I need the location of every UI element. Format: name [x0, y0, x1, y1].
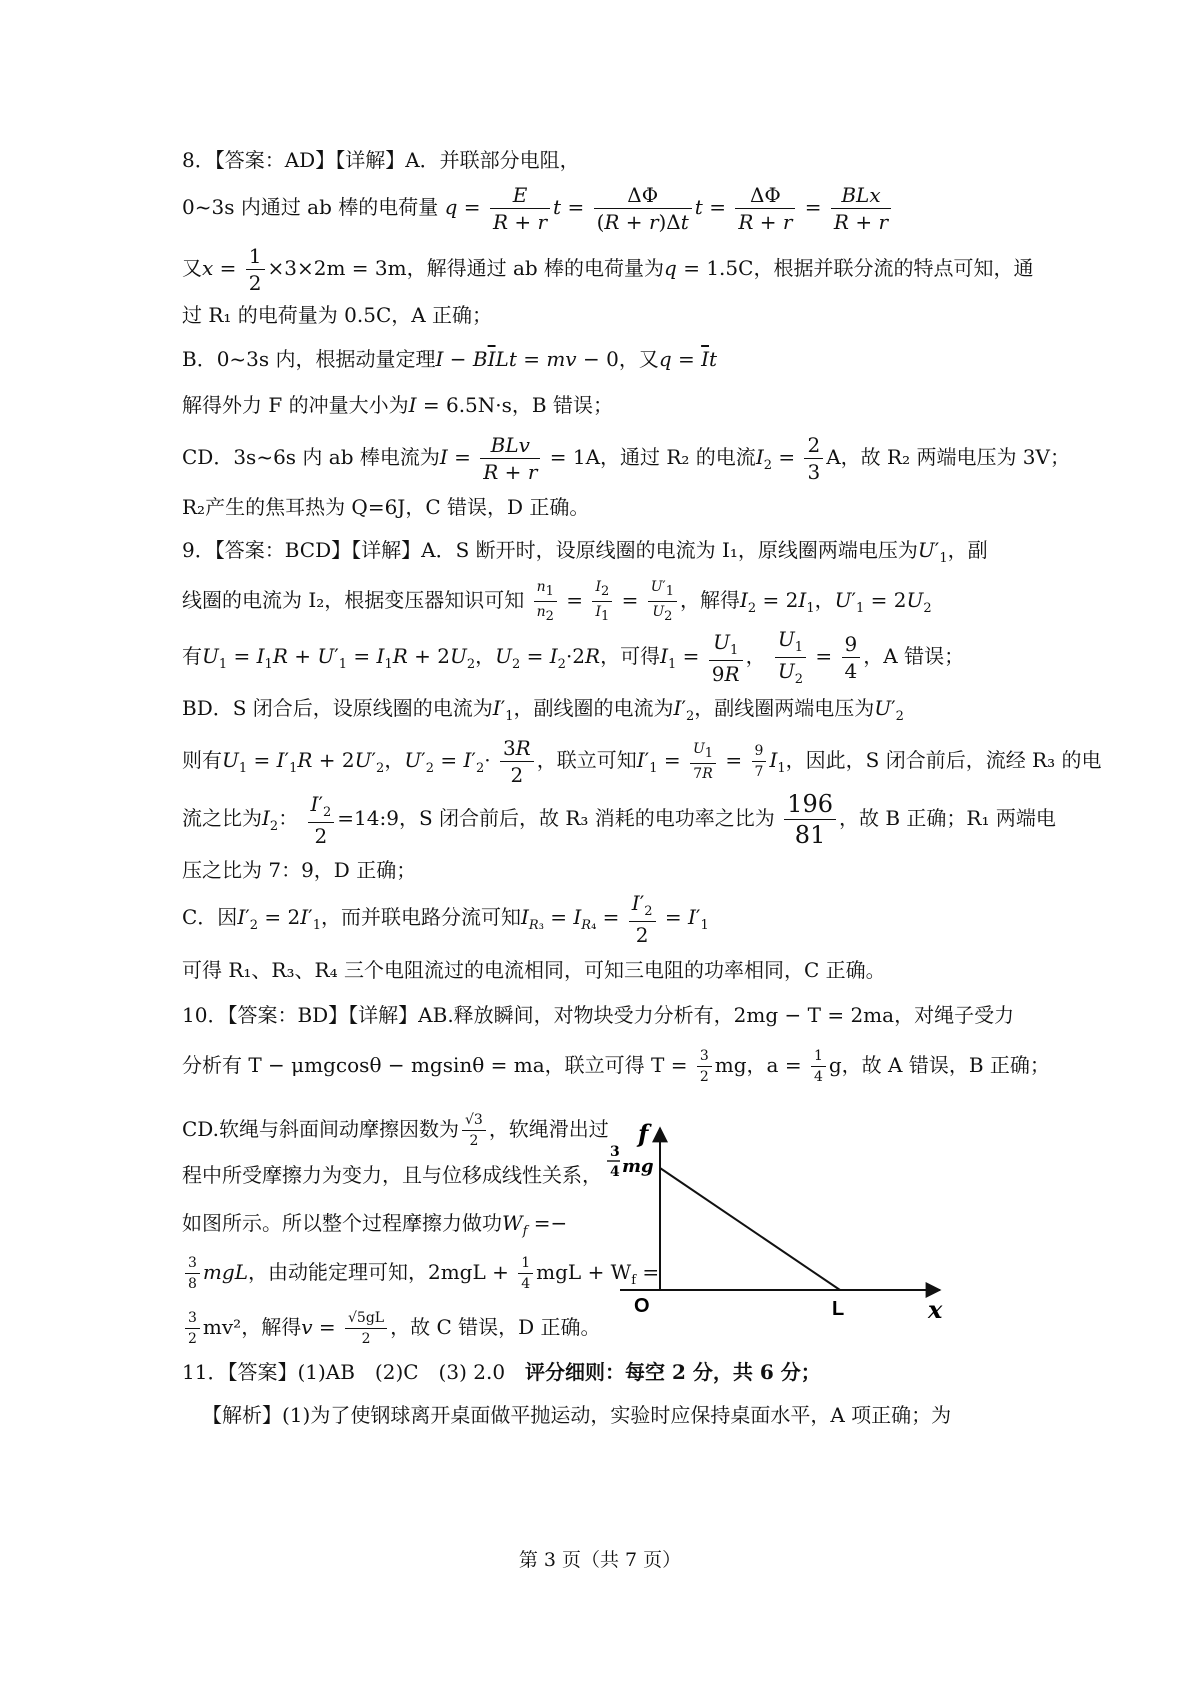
- q8-line-7: CD．3s~6s 内 ab 棒电流为I = $\frac{\text{BLv}}{R + r}$ = 1A，通过 R₂ 的电流$I_2$ = $\frac{2}{3}$ A，故 R₂ 两端电压为 3V；: [182, 433, 1070, 484]
- q8-line-2: 0~3s 内通过 ab 棒的电荷量 q = $\frac{E}{R + r}$ t = $\frac{\Delta\Phi}{(R + r)\Delta t}$ t = $\frac{\Delta\Phi}{R + r}$ = $\frac{\text{BLx}}{R + r}$: [182, 180, 1030, 234]
- y-axis-label: f: [638, 1119, 649, 1148]
- q11-line-2: 【解析】(1)为了使钢球离开桌面做平抛运动，实验时应保持桌面水平，A 项正确；为: [202, 1403, 952, 1427]
- friction-displacement-graph: [610, 1119, 960, 1335]
- y-mark-unit: mg: [622, 1156, 654, 1177]
- q10-line-7: $\frac{3}{2}$ mv²，解得v = $\frac{√5gL}{2}$ ，故 C 错误，D 正确。: [182, 1305, 635, 1349]
- q8-line-5: B．0~3s 内，根据动量定理$I - B\overline{I}Lt$ = mv − 0，又$q = \overline{I}t$: [182, 347, 718, 371]
- q9-line-1: 9．【答案：BCD】【详解】A．S 断开时，设原线圈的电流为 I₁，原线圈两端电压为$U'_1$，副: [182, 538, 988, 566]
- q10-line-6: $\frac{3}{8}$ mgL，由动能定理可知，2mgL + $\frac{1}{4}$ mgL + $W_f$ =: [182, 1250, 635, 1303]
- q10-line-5: 如图所示。所以整个过程摩擦力做功$W_f$ =−: [182, 1211, 568, 1239]
- x-mark-label: L: [832, 1298, 845, 1320]
- friction-line: [660, 1168, 840, 1290]
- q10-line-3: CD.软绳与斜面间动摩擦因数为 $\frac{√3}{2}$ ，软绳滑出过: [182, 1112, 609, 1149]
- q9-line-8: C．因$I'_2 = 2I'_1$，而并联电路分流可知$I_{R_3} = I_{R_4}$ = $\frac{I'_2}{2}$ = $I'_1$: [182, 890, 709, 947]
- q8-line-6: 解得外力 F 的冲量大小为I = 6.5N·s，B 错误；: [182, 393, 613, 417]
- q8-line-1: 8．【答案：AD】【详解】A．并联部分电阻，: [182, 148, 580, 172]
- q9-line-6: 流之比为$I_2$： $\frac{I'_2}{2}$ =14:9，S 闭合前后，故 R₃ 消耗的电功率之比为 $\frac{196}{81}$ ，故 B 正确；R₁ 两端电: [182, 790, 1056, 849]
- q10-line-2: 分析有 T − μmgcosθ − mgsinθ = ma，联立可得 T = $\frac{3}{2}$ mg，a = $\frac{1}{4}$ g，故 A 错误，B 正确；: [182, 1048, 1050, 1085]
- origin-label: O: [634, 1295, 650, 1317]
- q9-line-5: 则有$U_1 = I'_1R + 2U'_2$，$U'_2 = I'_2\cdot$ $\frac{3R}{2}$ ，联立可知$I'_1$ = $\frac{U_1}{7R}$ = $\frac{9}{7}$ $I_1$，因此，S 闭合前后，流经 R₃ 的电: [182, 736, 1102, 787]
- q11-line-1: 11．【答案】(1)AB (2)C (3) 2.0 评分细则：每空 2 分，共 6 分；: [182, 1360, 821, 1384]
- q10-line-4: 程中所受摩擦力为变力，且与位移成线性关系，: [182, 1163, 602, 1187]
- y-mark-den: 4: [610, 1164, 620, 1180]
- q9-line-4: BD．S 闭合后，设原线圈的电流为$I'_1$，副线圈的电流为$I'_2$，副线圈两端电压为$U'_2$: [182, 696, 904, 724]
- y-mark-num: 3: [610, 1144, 620, 1160]
- q8-line-4: 过 R₁ 的电荷量为 0.5C，A 正确；: [182, 303, 493, 327]
- q8-line-3: 又x = $\frac{1}{2}$ ×3×2m = 3m，解得通过 ab 棒的电荷量为q = 1.5C，根据并联分流的特点可知，通: [182, 244, 1034, 295]
- page-footer: 第 3 页（共 7 页）: [518, 1549, 682, 1571]
- q8-line-8: R₂产生的焦耳热为 Q=6J，C 错误，D 正确。: [182, 495, 590, 519]
- q10-line-1: 10．【答案：BD】【详解】AB.释放瞬间，对物块受力分析有，2mg − T = 2ma，对绳子受力: [182, 1003, 1015, 1027]
- q9-line-3: 有$U_1 = I_1R + U'_1 = I_1R + 2U_2$，$U_2 = I_2\cdot 2R$，可得$I_1$ = $\frac{U_1}{9R}$ ， $\frac{U_1}{U_2}$ = $\frac{9}{4}$ ，A 错误；: [182, 627, 965, 687]
- q9-line-9: 可得 R₁、R₃、R₄ 三个电阻流过的电流相同，可知三电阻的功率相同，C 正确。: [182, 958, 886, 982]
- q9-line-7: 压之比为 7：9，D 正确；: [182, 858, 417, 882]
- x-axis-label: x: [928, 1295, 943, 1324]
- q9-line-2: 线圈的电流为 I₂，根据变压器知识可知 $\frac{n_1}{n_2}$ = $\frac{I_2}{I_1}$ = $\frac{U'_1}{U_2}$ ，解得$I_2 = 2I_1$，$U'_1 = 2U_2$: [182, 579, 932, 624]
